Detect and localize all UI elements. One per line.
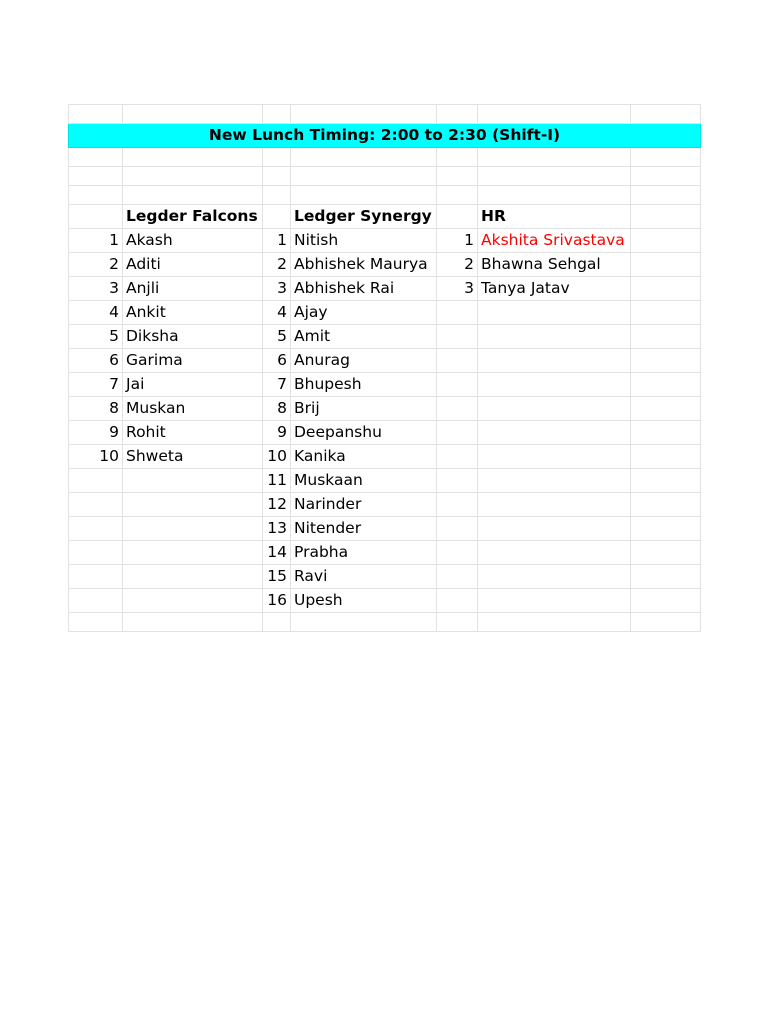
member-name-synergy[interactable]: Bhupesh — [291, 373, 437, 397]
serial-number-synergy[interactable]: 4 — [263, 301, 291, 325]
cell[interactable] — [478, 493, 631, 517]
cell[interactable] — [478, 325, 631, 349]
cell[interactable] — [478, 105, 631, 124]
cell[interactable] — [437, 613, 478, 632]
cell[interactable] — [437, 517, 478, 541]
cell[interactable] — [631, 205, 701, 229]
serial-number-falcons[interactable]: 2 — [69, 253, 123, 277]
member-name-falcons[interactable]: Garima — [123, 349, 263, 373]
member-name-synergy[interactable]: Muskaan — [291, 469, 437, 493]
serial-number-synergy[interactable]: 9 — [263, 421, 291, 445]
cell[interactable] — [69, 541, 123, 565]
serial-number-synergy[interactable]: 7 — [263, 373, 291, 397]
cell[interactable] — [631, 349, 701, 373]
cell[interactable] — [437, 205, 478, 229]
cell[interactable] — [631, 253, 701, 277]
cell[interactable] — [478, 373, 631, 397]
cell[interactable] — [478, 445, 631, 469]
cell[interactable] — [631, 469, 701, 493]
cell[interactable] — [631, 445, 701, 469]
member-name-falcons[interactable]: Shweta — [123, 445, 263, 469]
cell[interactable] — [631, 589, 701, 613]
cell[interactable] — [478, 541, 631, 565]
serial-number-synergy[interactable]: 10 — [263, 445, 291, 469]
cell[interactable] — [123, 186, 263, 205]
sheet-row — [69, 105, 701, 124]
cell[interactable] — [291, 148, 437, 167]
member-row — [69, 589, 701, 613]
member-name-synergy[interactable]: Brij — [291, 397, 437, 421]
member-name-synergy[interactable]: Abhishek Rai — [291, 277, 437, 301]
cell[interactable] — [291, 167, 437, 186]
cell[interactable] — [631, 421, 701, 445]
serial-number-hr[interactable]: 3 — [437, 277, 478, 301]
serial-number-synergy[interactable]: 5 — [263, 325, 291, 349]
serial-number-falcons[interactable]: 6 — [69, 349, 123, 373]
cell[interactable] — [263, 167, 291, 186]
cell[interactable] — [631, 373, 701, 397]
cell[interactable] — [437, 373, 478, 397]
member-name-falcons[interactable]: Anjli — [123, 277, 263, 301]
cell[interactable] — [437, 445, 478, 469]
sheet-row — [69, 186, 701, 205]
cell[interactable] — [123, 517, 263, 541]
serial-number-synergy[interactable]: 8 — [263, 397, 291, 421]
member-row — [69, 301, 701, 325]
serial-number-synergy[interactable]: 11 — [263, 469, 291, 493]
cell[interactable] — [69, 589, 123, 613]
serial-number-synergy[interactable]: 14 — [263, 541, 291, 565]
member-name-synergy[interactable]: Nitender — [291, 517, 437, 541]
serial-number-hr[interactable]: 2 — [437, 253, 478, 277]
cell[interactable] — [437, 167, 478, 186]
cell[interactable] — [437, 493, 478, 517]
member-name-synergy[interactable]: Prabha — [291, 541, 437, 565]
cell[interactable] — [123, 167, 263, 186]
cell[interactable] — [478, 565, 631, 589]
cell[interactable] — [631, 541, 701, 565]
cell[interactable] — [631, 229, 701, 253]
serial-number-falcons[interactable]: 10 — [69, 445, 123, 469]
spreadsheet-grid — [68, 104, 701, 632]
member-name-falcons[interactable]: Jai — [123, 373, 263, 397]
cell[interactable] — [437, 469, 478, 493]
serial-number-synergy[interactable]: 12 — [263, 493, 291, 517]
member-row — [69, 229, 701, 253]
member-name-falcons[interactable]: Akash — [123, 229, 263, 253]
member-name-falcons[interactable]: Rohit — [123, 421, 263, 445]
cell[interactable] — [437, 325, 478, 349]
member-row — [69, 565, 701, 589]
member-name-synergy[interactable]: Narinder — [291, 493, 437, 517]
cell[interactable] — [437, 105, 478, 124]
cell[interactable] — [69, 613, 123, 632]
serial-number-synergy[interactable]: 2 — [263, 253, 291, 277]
cell[interactable] — [437, 565, 478, 589]
cell[interactable] — [123, 493, 263, 517]
cell[interactable] — [478, 613, 631, 632]
cell[interactable] — [69, 565, 123, 589]
cell[interactable] — [478, 349, 631, 373]
serial-number-falcons[interactable]: 8 — [69, 397, 123, 421]
serial-number-synergy[interactable]: 16 — [263, 589, 291, 613]
cell[interactable] — [69, 105, 123, 124]
serial-number-synergy[interactable]: 3 — [263, 277, 291, 301]
cell[interactable] — [263, 105, 291, 124]
member-name-synergy[interactable]: Nitish — [291, 229, 437, 253]
member-name-falcons[interactable]: Ankit — [123, 301, 263, 325]
cell[interactable] — [631, 167, 701, 186]
group-header-synergy[interactable]: Ledger Synergy — [291, 205, 437, 229]
cell[interactable] — [123, 589, 263, 613]
group-header-falcons[interactable]: Legder Falcons — [123, 205, 263, 229]
member-name-synergy[interactable]: Kanika — [291, 445, 437, 469]
cell[interactable] — [69, 493, 123, 517]
cell[interactable] — [437, 349, 478, 373]
cell[interactable] — [437, 541, 478, 565]
cell[interactable] — [123, 148, 263, 167]
member-row — [69, 325, 701, 349]
cell[interactable] — [478, 148, 631, 167]
cell[interactable] — [478, 421, 631, 445]
member-row — [69, 445, 701, 469]
cell[interactable] — [478, 397, 631, 421]
cell[interactable] — [478, 186, 631, 205]
member-name-synergy[interactable]: Ajay — [291, 301, 437, 325]
group-header-hr[interactable]: HR — [478, 205, 631, 229]
cell[interactable] — [478, 469, 631, 493]
cell[interactable] — [437, 589, 478, 613]
cell[interactable] — [631, 301, 701, 325]
member-row — [69, 493, 701, 517]
cell[interactable] — [437, 397, 478, 421]
cell[interactable] — [478, 589, 631, 613]
cell[interactable] — [437, 186, 478, 205]
serial-number-falcons[interactable]: 4 — [69, 301, 123, 325]
member-row — [69, 469, 701, 493]
group-header-row — [69, 205, 701, 229]
serial-number-falcons[interactable]: 7 — [69, 373, 123, 397]
cell[interactable] — [631, 517, 701, 541]
cell[interactable] — [69, 186, 123, 205]
member-name-falcons[interactable]: Diksha — [123, 325, 263, 349]
cell[interactable] — [263, 613, 291, 632]
member-name-synergy[interactable]: Deepanshu — [291, 421, 437, 445]
member-name-synergy[interactable]: Amit — [291, 325, 437, 349]
member-row — [69, 253, 701, 277]
cell[interactable] — [631, 277, 701, 301]
member-row — [69, 541, 701, 565]
cell[interactable] — [123, 565, 263, 589]
cell[interactable] — [478, 301, 631, 325]
member-name-synergy[interactable]: Ravi — [291, 565, 437, 589]
member-row — [69, 349, 701, 373]
member-name-synergy[interactable]: Abhishek Maurya — [291, 253, 437, 277]
serial-number-hr[interactable]: 1 — [437, 229, 478, 253]
serial-number-synergy[interactable]: 1 — [263, 229, 291, 253]
member-row — [69, 517, 701, 541]
cell[interactable] — [631, 397, 701, 421]
serial-number-synergy[interactable]: 13 — [263, 517, 291, 541]
member-name-synergy[interactable]: Anurag — [291, 349, 437, 373]
member-name-falcons[interactable]: Aditi — [123, 253, 263, 277]
member-row — [69, 397, 701, 421]
cell[interactable] — [437, 421, 478, 445]
cell[interactable] — [69, 469, 123, 493]
cell[interactable] — [123, 541, 263, 565]
cell[interactable] — [631, 565, 701, 589]
cell[interactable] — [123, 469, 263, 493]
cell[interactable] — [291, 613, 437, 632]
cell[interactable] — [631, 613, 701, 632]
title-row — [69, 124, 701, 148]
serial-number-falcons[interactable]: 5 — [69, 325, 123, 349]
cell[interactable] — [631, 493, 701, 517]
member-name-hr[interactable]: Bhawna Sehgal — [478, 253, 631, 277]
serial-number-falcons[interactable]: 3 — [69, 277, 123, 301]
serial-number-falcons[interactable]: 9 — [69, 421, 123, 445]
cell[interactable] — [263, 186, 291, 205]
cell[interactable] — [123, 105, 263, 124]
member-row — [69, 373, 701, 397]
cell[interactable] — [69, 167, 123, 186]
cell[interactable] — [263, 205, 291, 229]
serial-number-falcons[interactable]: 1 — [69, 229, 123, 253]
cell[interactable] — [69, 148, 123, 167]
member-name-hr[interactable]: Akshita Srivastava — [478, 229, 631, 253]
serial-number-synergy[interactable]: 6 — [263, 349, 291, 373]
cell[interactable] — [631, 186, 701, 205]
cell[interactable] — [437, 148, 478, 167]
member-name-synergy[interactable]: Upesh — [291, 589, 437, 613]
cell[interactable] — [69, 517, 123, 541]
cell[interactable] — [631, 148, 701, 167]
member-name-falcons[interactable]: Muskan — [123, 397, 263, 421]
sheet-row — [69, 148, 701, 167]
cell[interactable] — [478, 517, 631, 541]
cell[interactable] — [631, 325, 701, 349]
cell[interactable] — [291, 186, 437, 205]
member-row — [69, 277, 701, 301]
sheet-title[interactable]: New Lunch Timing: 2:00 to 2:30 (Shift-I) — [69, 124, 701, 148]
member-name-hr[interactable]: Tanya Jatav — [478, 277, 631, 301]
cell[interactable] — [263, 148, 291, 167]
cell[interactable] — [291, 105, 437, 124]
sheet-row — [69, 167, 701, 186]
member-row — [69, 421, 701, 445]
cell[interactable] — [631, 105, 701, 124]
serial-number-synergy[interactable]: 15 — [263, 565, 291, 589]
cell[interactable] — [437, 301, 478, 325]
cell[interactable] — [478, 167, 631, 186]
cell[interactable] — [69, 205, 123, 229]
sheet-row — [69, 613, 701, 632]
cell[interactable] — [123, 613, 263, 632]
